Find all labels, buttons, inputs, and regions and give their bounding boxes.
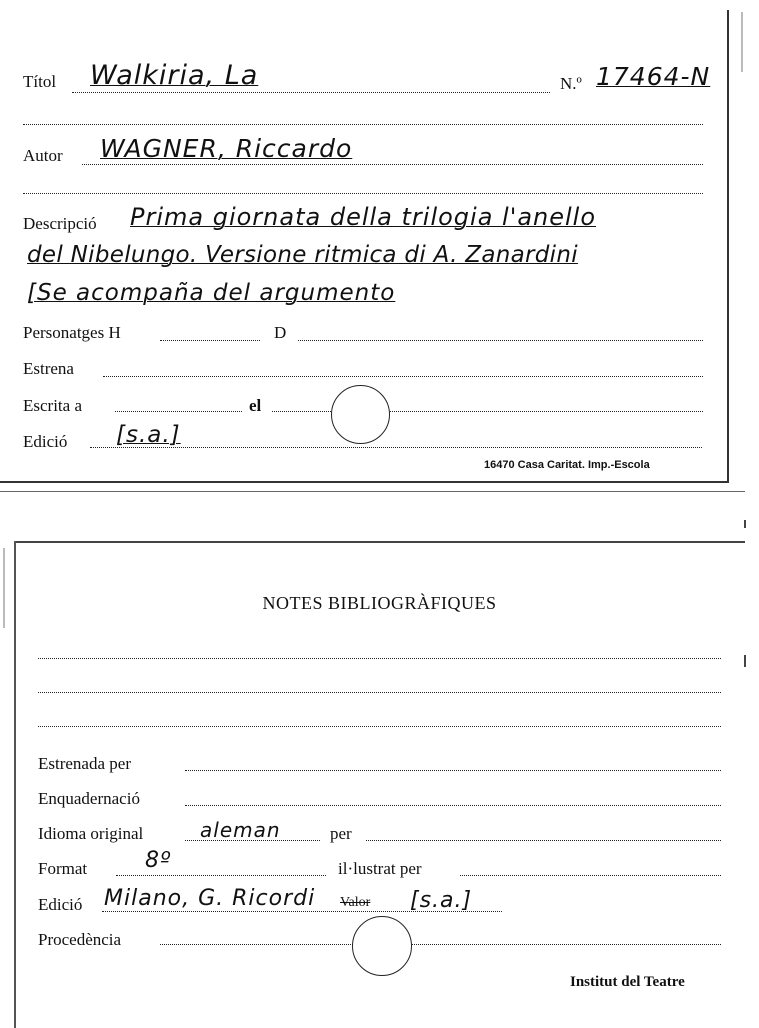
top-catalog-card xyxy=(0,0,759,492)
titol-line xyxy=(72,92,550,93)
enquadernacio-line xyxy=(185,805,721,806)
printer-footer: 16470 Casa Caritat. Imp.-Escola xyxy=(484,459,650,471)
idioma-label: Idioma original xyxy=(38,824,144,843)
number-value: 17464-N xyxy=(596,62,711,91)
punch-hole xyxy=(352,916,412,976)
escrita-label: Escrita a xyxy=(23,396,82,415)
illustrat-line xyxy=(460,875,721,876)
personatges-d-label: D xyxy=(274,323,287,342)
notes-line xyxy=(38,726,721,727)
edicio-value-2: Milano, G. Ricordi xyxy=(104,886,316,911)
card-edge xyxy=(0,491,745,492)
notes-heading: NOTES BIBLIOGRÀFIQUES xyxy=(262,593,497,613)
blank-line xyxy=(23,193,703,194)
el-label: el xyxy=(249,396,262,415)
autor-line xyxy=(82,164,703,165)
descripcio-line-2: del Nibelungo. Versione ritmica di A. Zanardini xyxy=(27,242,578,268)
enquadernacio-label: Enquadernació xyxy=(38,789,140,808)
estrena-label: Estrena xyxy=(23,359,74,378)
estrenada-label: Estrenada per xyxy=(38,754,131,773)
personatges-h-line xyxy=(160,340,260,341)
edicio-line xyxy=(90,447,702,448)
format-label: Format xyxy=(38,859,88,878)
personatges-d-line xyxy=(298,340,703,341)
scan-noise xyxy=(744,655,746,667)
number-label: N.º xyxy=(560,74,582,93)
scan-noise xyxy=(741,12,743,72)
notes-line xyxy=(38,658,721,659)
card-edge xyxy=(727,10,729,482)
edicio-value: [s.a.] xyxy=(116,422,181,448)
titol-label: Títol xyxy=(23,72,57,91)
escrita-line xyxy=(115,411,242,412)
estrenada-line xyxy=(185,770,721,771)
valor-label: Valor xyxy=(340,895,371,910)
card-edge xyxy=(0,481,729,483)
notes-line xyxy=(38,692,721,693)
format-value: 8º xyxy=(145,848,172,873)
card-edge xyxy=(14,541,16,1028)
valor-value: [s.a.] xyxy=(410,888,473,913)
estrena-line xyxy=(103,376,703,377)
idioma-value: aleman xyxy=(200,818,281,842)
titol-value: Walkiria, La xyxy=(90,60,259,91)
scan-noise xyxy=(744,520,746,528)
procedencia-label: Procedència xyxy=(38,930,122,949)
punch-hole xyxy=(331,385,390,444)
edicio-label: Edició xyxy=(23,432,68,451)
descripcio-label: Descripció xyxy=(23,214,97,233)
procedencia-line xyxy=(160,944,721,945)
institution-name: Institut del Teatre xyxy=(570,974,685,990)
idioma-line xyxy=(185,840,320,841)
format-line xyxy=(116,875,326,876)
edicio-line-2 xyxy=(102,911,502,912)
blank-line xyxy=(23,124,703,125)
card-edge xyxy=(14,541,745,543)
edicio-label-2: Edició xyxy=(38,895,83,914)
per-label: per xyxy=(330,824,352,843)
illustrat-label: il·lustrat per xyxy=(338,859,422,878)
scan-noise xyxy=(3,548,5,628)
autor-value: WAGNER, Riccardo xyxy=(100,134,353,163)
autor-label: Autor xyxy=(23,146,63,165)
descripcio-line-1: Prima giornata della trilogia l'anello xyxy=(130,203,597,231)
personatges-label: Personatges H xyxy=(23,323,121,342)
descripcio-line-3: [Se acompaña del argumento xyxy=(27,280,396,306)
per-line xyxy=(366,840,721,841)
